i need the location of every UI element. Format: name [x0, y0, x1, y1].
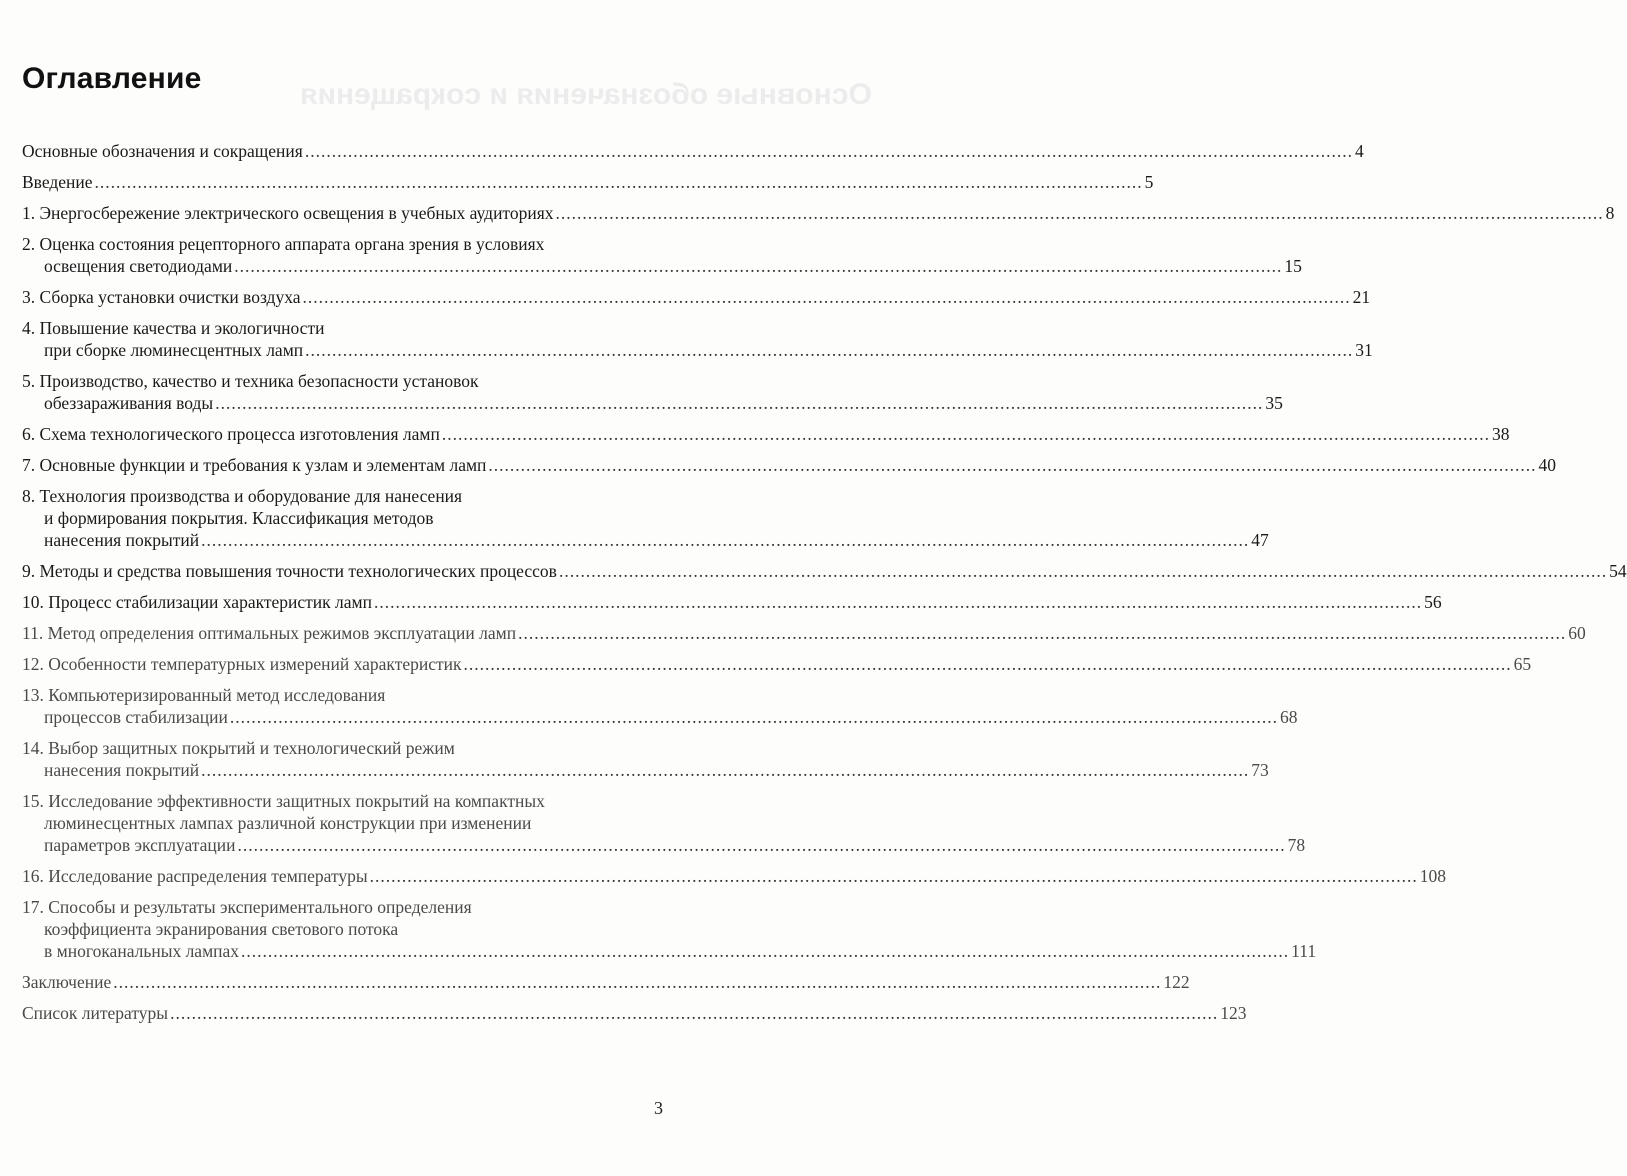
toc-entry — [22, 454, 1557, 476]
toc-entry-title: 11. Метод определения оптимальных режимов эксплуатации ламп — [22, 623, 517, 643]
toc-entry-title: 1. Энергосбережение электрического освещения в учебных аудиториях — [22, 203, 554, 223]
page-title: Оглавление — [22, 62, 202, 95]
toc-entry-title: Основные обозначения и сокращения — [22, 141, 303, 161]
toc-entry-line: 2. Оценка состояния рецепторного аппарата органа зрения в условиях — [22, 234, 545, 254]
toc-entry-title: 7. Основные функции и требования к узлам и элементам ламп — [22, 455, 487, 475]
toc-entry-line: 8. Технология производства и оборудование для нанесения — [22, 486, 463, 506]
page-number: 3 — [654, 1098, 663, 1118]
toc-entry-page: 8 — [1605, 203, 1615, 223]
toc-entry-title: освещения светодиодами — [44, 256, 233, 276]
toc-entry-page: 68 — [1280, 707, 1298, 727]
toc-entry-page: 47 — [1251, 530, 1269, 550]
toc-entry-last-line — [22, 865, 1447, 887]
toc-entry — [22, 591, 1442, 613]
toc-entry — [22, 485, 1269, 551]
toc-entry-line: люминесцентных лампах различной конструкции при изменении — [44, 813, 532, 833]
toc-entry-page: 15 — [1284, 256, 1302, 276]
toc-entry-page: 65 — [1513, 654, 1532, 674]
toc-entry-last-line — [22, 940, 1317, 962]
toc-entry-last-line — [22, 706, 1298, 728]
dot-leader — [201, 529, 1249, 551]
dot-leader — [241, 940, 1289, 962]
dot-leader — [215, 392, 1263, 414]
toc-entry-line: 13. Компьютеризированный метод исследования — [22, 685, 386, 705]
toc-entry-page: 4 — [1354, 141, 1364, 161]
toc-entry-line: 5. Производство, качество и техника безопасности установок — [22, 371, 479, 391]
toc-entry-last-line — [22, 339, 1373, 361]
toc-entry-title: при сборке люминесцентных ламп — [44, 340, 304, 360]
toc-entry — [22, 286, 1371, 308]
toc-entry-page: 56 — [1424, 592, 1442, 612]
dot-leader — [518, 622, 1566, 644]
toc-entry-title: в многоканальных лампах — [44, 941, 240, 961]
toc-entry — [22, 622, 1586, 644]
toc-entry-page: 54 — [1609, 561, 1627, 581]
toc-entry-last-line — [22, 140, 1364, 162]
toc-entry-page: 108 — [1419, 866, 1447, 886]
toc-entry-last-line — [22, 423, 1510, 445]
toc-entry-last-line — [22, 622, 1586, 644]
toc-entry — [22, 971, 1190, 993]
toc-entry-page: 35 — [1265, 393, 1283, 413]
toc-entry-last-line — [22, 202, 1615, 224]
toc-entry — [22, 202, 1615, 224]
dot-leader — [488, 454, 1536, 476]
toc-entry-last-line — [22, 255, 1302, 277]
toc-entry — [22, 865, 1447, 887]
toc-entry-title: 10. Процесс стабилизации характеристик ламп — [22, 592, 372, 612]
table-of-contents — [22, 140, 1627, 1033]
dot-leader — [234, 255, 1282, 277]
toc-entry — [22, 560, 1627, 582]
toc-entry — [22, 790, 1306, 856]
toc-entry-title: обеззараживания воды — [44, 393, 214, 413]
dot-leader — [238, 834, 1286, 856]
toc-entry-page: 5 — [1144, 172, 1154, 192]
toc-entry-last-line — [22, 971, 1190, 993]
dot-leader — [113, 971, 1161, 993]
dot-leader — [464, 653, 1512, 675]
toc-entry-line: 4. Повышение качества и экологичности — [22, 318, 325, 338]
toc-entry-last-line — [22, 591, 1442, 613]
toc-entry-page: 122 — [1163, 972, 1190, 992]
toc-entry-line: и формирования покрытия. Классификация методов — [44, 508, 434, 528]
toc-entry-last-line — [22, 529, 1269, 551]
toc-entry — [22, 653, 1532, 675]
toc-entry-title: 6. Схема технологического процесса изготовления ламп — [22, 424, 440, 444]
toc-entry-page: 31 — [1355, 340, 1373, 360]
toc-entry — [22, 1002, 1247, 1024]
toc-entry-title: 9. Методы и средства повышения точности технологических процессов — [22, 561, 557, 581]
dot-leader — [303, 286, 1351, 308]
dot-leader — [556, 202, 1604, 224]
toc-entry-page: 40 — [1538, 455, 1557, 475]
dot-leader — [559, 560, 1607, 582]
toc-entry-title: процессов стабилизации — [44, 707, 228, 727]
toc-entry-line: 17. Способы и результаты экспериментального определения — [22, 897, 472, 917]
toc-entry — [22, 140, 1364, 162]
toc-entry-title: Введение — [22, 172, 93, 192]
toc-entry-line: 14. Выбор защитных покрытий и технологический режим — [22, 738, 455, 758]
toc-entry-title: Список литературы — [22, 1003, 169, 1023]
toc-entry-title: нанесения покрытий — [44, 530, 200, 550]
toc-entry-page: 111 — [1291, 941, 1317, 961]
dot-leader — [374, 591, 1422, 613]
toc-entry-last-line — [22, 171, 1154, 193]
toc-entry — [22, 423, 1510, 445]
toc-entry — [22, 896, 1317, 962]
toc-entry-line: коэффициента экранирования светового потока — [44, 919, 399, 939]
toc-entry-title: 3. Сборка установки очистки воздуха — [22, 287, 301, 307]
toc-entry — [22, 171, 1154, 193]
bleed-through-text: Основные обозначения и сокращения — [300, 78, 872, 111]
toc-entry-last-line — [22, 653, 1532, 675]
toc-entry-line: 15. Исследование эффективности защитных покрытий на компактных — [22, 791, 545, 811]
dot-leader — [170, 1002, 1218, 1024]
dot-leader — [95, 171, 1143, 193]
toc-entry — [22, 233, 1302, 277]
toc-entry-page: 38 — [1491, 424, 1510, 444]
toc-entry-title: параметров эксплуатации — [44, 835, 236, 855]
toc-entry-title: 12. Особенности температурных измерений характеристик — [22, 654, 462, 674]
toc-entry-page: 21 — [1352, 287, 1371, 307]
toc-entry — [22, 684, 1298, 728]
toc-entry-last-line — [22, 759, 1269, 781]
dot-leader — [442, 423, 1490, 445]
toc-entry-title: нанесения покрытий — [44, 760, 200, 780]
toc-entry-last-line — [22, 560, 1627, 582]
toc-entry — [22, 737, 1269, 781]
dot-leader — [305, 140, 1353, 162]
toc-entry-last-line — [22, 1002, 1247, 1024]
toc-entry-last-line — [22, 834, 1306, 856]
dot-leader — [230, 706, 1278, 728]
dot-leader — [370, 865, 1418, 887]
dot-leader — [305, 339, 1353, 361]
toc-entry-page: 78 — [1287, 835, 1306, 855]
toc-entry-last-line — [22, 286, 1371, 308]
toc-entry-title: 16. Исследование распределения температуры — [22, 866, 368, 886]
toc-entry — [22, 370, 1283, 414]
toc-entry-last-line — [22, 454, 1557, 476]
toc-entry-page: 123 — [1220, 1003, 1247, 1023]
toc-entry-last-line — [22, 392, 1283, 414]
toc-entry — [22, 317, 1373, 361]
dot-leader — [201, 759, 1249, 781]
toc-entry-page: 60 — [1568, 623, 1586, 643]
toc-entry-page: 73 — [1251, 760, 1269, 780]
toc-entry-title: Заключение — [22, 972, 112, 992]
